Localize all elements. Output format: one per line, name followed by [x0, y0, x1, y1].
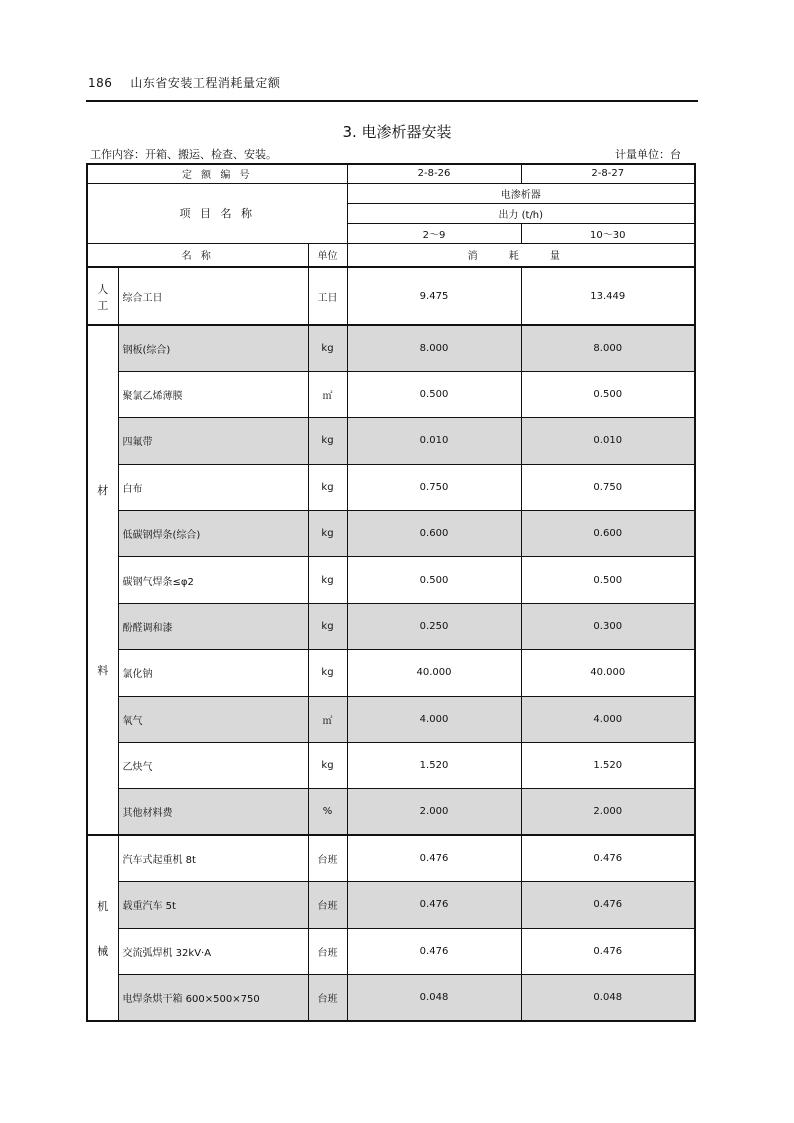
row-name: 低碳钢焊条(综合) — [118, 511, 308, 557]
row-unit: 台班 — [308, 928, 347, 974]
table-row — [87, 835, 695, 881]
row-value-2: 0.750 — [521, 464, 695, 510]
row-unit: kg — [308, 743, 347, 789]
row-value-2: 8.000 — [521, 325, 695, 371]
row-unit: 台班 — [308, 882, 347, 928]
row-value-2: 0.048 — [521, 974, 695, 1020]
header-rule — [86, 100, 698, 102]
table-row — [87, 882, 695, 928]
row-name: 白布 — [118, 464, 308, 510]
row-unit: kg — [308, 464, 347, 510]
row-value-1: 0.600 — [347, 511, 521, 557]
quota-table — [86, 163, 696, 1022]
row-name: 电焊条烘干箱 600×500×750 — [118, 974, 308, 1020]
table-row — [87, 928, 695, 974]
quota-code-1: 2-8-26 — [347, 164, 521, 183]
row-unit: kg — [308, 511, 347, 557]
table-row — [87, 974, 695, 1020]
row-unit: kg — [308, 650, 347, 696]
table-row — [87, 789, 695, 835]
item-name-label: 项 目 名 称 — [87, 183, 347, 243]
row-name: 四氟带 — [118, 418, 308, 464]
table-row — [87, 557, 695, 603]
book-title: 山东省安装工程消耗量定额 — [130, 76, 281, 90]
row-name: 汽车式起重机 8t — [118, 835, 308, 881]
section-title: 3. 电渗析器安装 — [342, 123, 452, 141]
page-header — [88, 74, 280, 91]
row-name: 氯化钠 — [118, 650, 308, 696]
row-value-2: 40.000 — [521, 650, 695, 696]
column-consumption-header: 消 耗 量 — [347, 243, 695, 267]
row-unit: % — [308, 789, 347, 835]
category-labor — [87, 267, 118, 325]
row-value-2: 0.010 — [521, 418, 695, 464]
row-value-1: 0.476 — [347, 835, 521, 881]
row-name: 交流弧焊机 32kV·A — [118, 928, 308, 974]
row-name: 酚醛调和漆 — [118, 603, 308, 649]
category-material — [87, 325, 118, 835]
row-unit: kg — [308, 418, 347, 464]
table-row — [87, 650, 695, 696]
row-value-2: 0.476 — [521, 835, 695, 881]
table-row — [87, 696, 695, 742]
category-char: 机 — [97, 899, 109, 913]
category-machinery — [87, 835, 118, 1021]
row-unit: kg — [308, 603, 347, 649]
category-char: 人 — [97, 283, 109, 296]
row-value-1: 9.475 — [347, 267, 521, 325]
output-label: 出力 (t/h) — [347, 203, 695, 223]
row-unit: kg — [308, 557, 347, 603]
row-value-1: 40.000 — [347, 650, 521, 696]
row-value-1: 0.476 — [347, 882, 521, 928]
row-value-1: 8.000 — [347, 325, 521, 371]
row-value-1: 0.010 — [347, 418, 521, 464]
row-name: 氧气 — [118, 696, 308, 742]
output-range-2: 10～30 — [521, 223, 695, 243]
row-unit: ㎡ — [308, 371, 347, 417]
row-value-1: 0.500 — [347, 557, 521, 603]
row-value-2: 2.000 — [521, 789, 695, 835]
row-value-2: 0.476 — [521, 928, 695, 974]
row-value-2: 0.476 — [521, 882, 695, 928]
row-value-2: 1.520 — [521, 743, 695, 789]
row-value-1: 2.000 — [347, 789, 521, 835]
row-unit: 台班 — [308, 974, 347, 1020]
row-unit: kg — [308, 325, 347, 371]
row-name: 聚氯乙烯薄膜 — [118, 371, 308, 417]
row-name: 乙炔气 — [118, 743, 308, 789]
row-value-1: 0.750 — [347, 464, 521, 510]
unit-label: 计量单位：台 — [615, 148, 681, 161]
category-char: 械 — [97, 944, 109, 958]
column-name-header: 名 称 — [87, 243, 308, 267]
output-range-1: 2～9 — [347, 223, 521, 243]
row-name: 钢板(综合) — [118, 325, 308, 371]
row-value-2: 0.600 — [521, 511, 695, 557]
row-name: 载重汽车 5t — [118, 882, 308, 928]
row-value-2: 0.500 — [521, 557, 695, 603]
row-value-1: 0.476 — [347, 928, 521, 974]
category-char: 工 — [97, 299, 109, 312]
table-row — [87, 603, 695, 649]
row-value-2: 13.449 — [521, 267, 695, 325]
equipment-name: 电渗析器 — [347, 183, 695, 203]
row-value-1: 4.000 — [347, 696, 521, 742]
row-unit: 台班 — [308, 835, 347, 881]
category-char: 材 — [97, 484, 109, 498]
row-value-1: 0.250 — [347, 603, 521, 649]
table-row — [87, 325, 695, 371]
row-value-1: 0.500 — [347, 371, 521, 417]
row-value-1: 0.048 — [347, 974, 521, 1020]
row-value-2: 4.000 — [521, 696, 695, 742]
table-row — [87, 743, 695, 789]
table-row — [87, 511, 695, 557]
row-value-1: 1.520 — [347, 743, 521, 789]
table-row — [87, 418, 695, 464]
row-unit: 工日 — [308, 267, 347, 325]
row-value-2: 0.300 — [521, 603, 695, 649]
table-row — [87, 371, 695, 417]
row-name: 其他材料费 — [118, 789, 308, 835]
quota-code-label: 定 额 编 号 — [87, 164, 347, 183]
category-char: 料 — [97, 664, 109, 678]
row-name: 碳钢气焊条≤φ2 — [118, 557, 308, 603]
quota-code-2: 2-8-27 — [521, 164, 695, 183]
row-unit: ㎥ — [308, 696, 347, 742]
work-content: 工作内容：开箱、搬运、检查、安装。 — [90, 148, 277, 161]
table-row — [87, 267, 695, 325]
table-row — [87, 464, 695, 510]
page-number: 186 — [88, 76, 113, 90]
column-unit-header: 单位 — [308, 243, 347, 267]
row-value-2: 0.500 — [521, 371, 695, 417]
row-name: 综合工日 — [118, 267, 308, 325]
